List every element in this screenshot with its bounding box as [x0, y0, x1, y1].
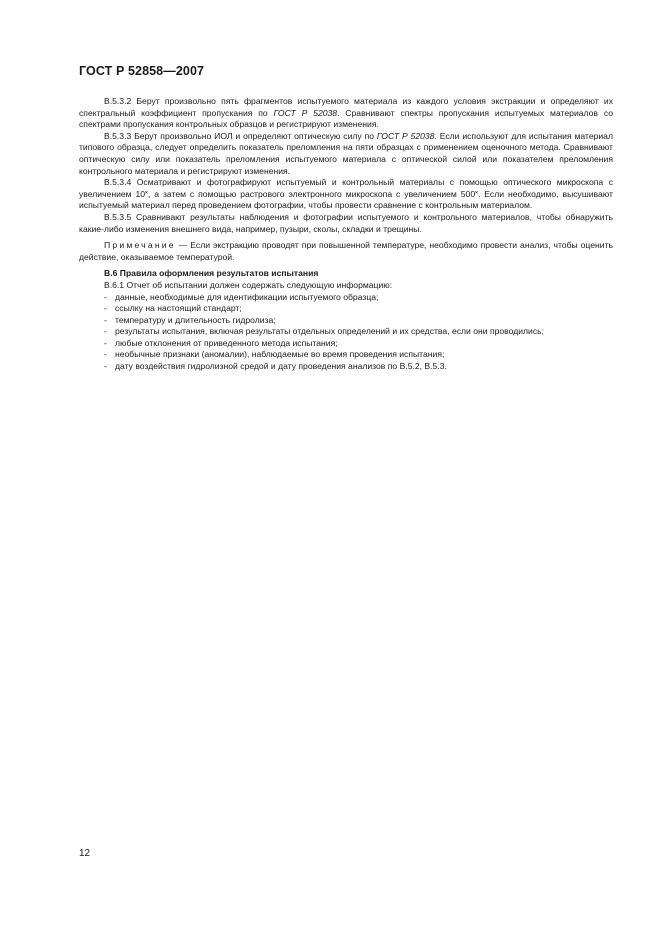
list-item	[104, 292, 613, 304]
paragraph-b533	[79, 131, 613, 177]
list-item-text: дату воздействия гидролизной средой и дату проведения анализов по В.5.2, В.5.3.	[115, 361, 447, 372]
document-header: ГОСТ Р 52858—2007	[79, 64, 205, 78]
list-dash: -	[104, 337, 107, 348]
requirements-list	[79, 292, 613, 373]
paragraph-text: В.5.3.2 Берут произвольно пять фрагментов испытуемого материала из каждого условия экстракции и определяют их спектральный коэффициент пропускания по	[79, 96, 613, 118]
paragraph-text: . Сравнивают спектры пропускания испытуемых материалов со спектрами пропускания контрольных образцов и регистрируют изменения.	[79, 107, 613, 130]
list-item	[104, 349, 613, 361]
standard-reference: ГОСТ Р 52038	[376, 130, 435, 141]
paragraph-b535: В.5.3.5 Сравнивают результаты наблюдения и фотографии испытуемого и контрольного материалов, чтобы обнаружить какие-либо изменения внешнего вида, например, пузыри, сколы, складки и трещины.	[79, 211, 613, 234]
list-item	[104, 338, 613, 350]
list-dash: -	[104, 314, 107, 325]
list-item	[104, 315, 613, 327]
list-dash: -	[104, 326, 107, 337]
list-dash: -	[104, 291, 107, 302]
note-lead: Примечание	[104, 240, 176, 251]
note-text: — Если экстракцию проводят при повышенной температуре, необходимо провести анализ, чтобы оценить действие, оказываемое температурой.	[79, 240, 613, 262]
section-heading: В.6 Правила оформления результатов испытания	[104, 268, 319, 279]
page-number: 12	[79, 848, 91, 859]
list-item	[104, 326, 613, 338]
document-body	[79, 96, 613, 373]
paragraph-text: . Если используют для испытания материал типового образца, следует определить показатель преломления на пяти образцах с применением оценочного метода. Сравнивают оптическую силу или показатель преломления испытуемого материала с оптической силой или показателем преломления контрольного материала и регистрируют изменения.	[79, 130, 613, 176]
list-dash: -	[104, 349, 107, 360]
paragraph-text: В.5.3.3 Берут произвольно ИОЛ и определяют оптическую силу по	[104, 130, 375, 141]
list-item-text: данные, необходимые для идентификации испытуемого образца;	[115, 291, 379, 302]
standard-reference: ГОСТ Р 52038	[273, 107, 338, 118]
list-dash: -	[104, 361, 107, 372]
list-item-text: любые отклонения от приведенного метода испытания;	[115, 337, 338, 348]
paragraph-b532	[79, 96, 613, 131]
list-item-text: результаты испытания, включая результаты отдельных определений и их средства, если они проводились;	[115, 326, 545, 337]
list-item-text: необычные признаки (аномалии), наблюдаемые во время проведения испытания;	[115, 349, 445, 360]
list-item-text: ссылку на настоящий стандарт;	[115, 303, 242, 314]
section-intro: В.6.1 Отчет об испытании должен содержать следующую информацию:	[104, 279, 393, 290]
note-paragraph	[79, 240, 613, 263]
list-item	[104, 361, 613, 373]
list-dash: -	[104, 303, 107, 314]
list-item	[104, 303, 613, 315]
list-item-text: температуру и длительность гидролиза;	[115, 314, 276, 325]
paragraph-b534: В.5.3.4 Осматривают и фотографируют испытуемый и контрольный материалы с помощью оптического микроскопа с увеличением 10˟, а затем с помощью растрового электронного микроскопа с увеличением 500˟. Если необходимо, высушивают испытуемый материал перед проведением фотографии, чтобы провести сравнение с контрольным материалом.	[79, 177, 613, 211]
